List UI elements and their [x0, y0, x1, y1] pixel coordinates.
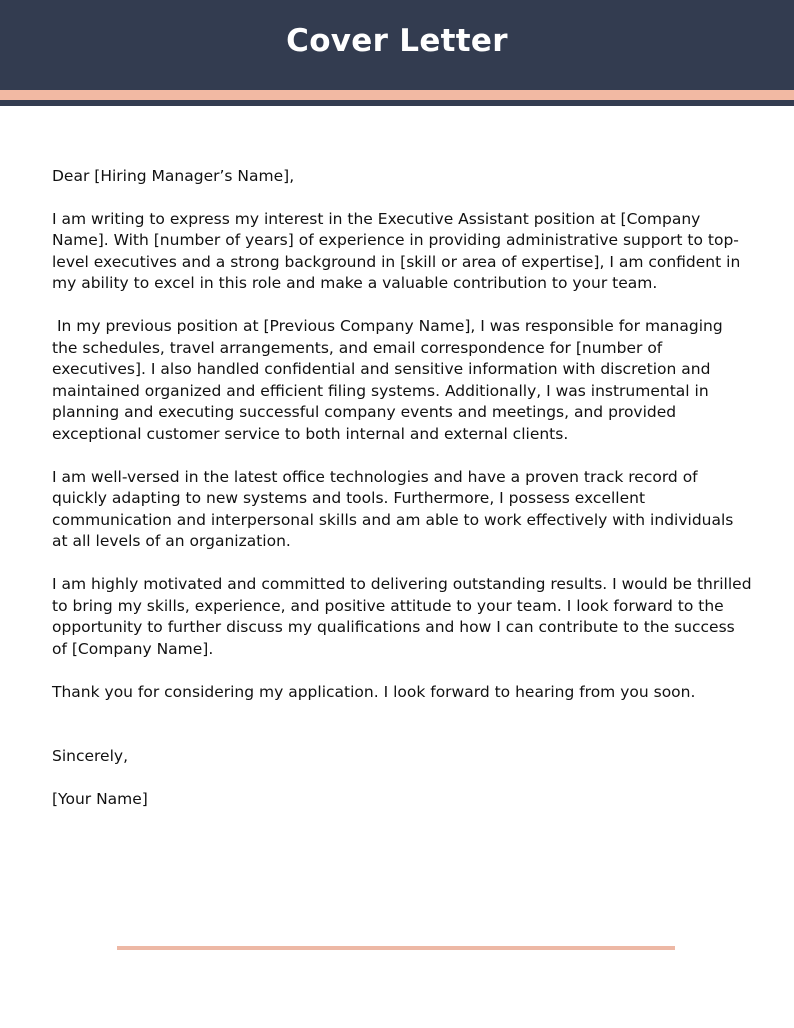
letter-body [52, 166, 757, 832]
header-accent-stripe [0, 90, 794, 100]
letter-valediction: Sincerely, [52, 747, 129, 765]
header-bottom-stripe [0, 100, 794, 106]
letter-paragraph: Thank you for considering my application. I look forward to hearing from you soon. [52, 682, 696, 701]
letter-paragraph: In my previous position at [Previous Company Name], I was responsible for managing the schedules, travel arrangements, and email correspondence for [number of executives]. I also handled confidential and sensitive information with discretion and maintained organized and efficient filing systems. Additionally, I was instrumental in planning and executing successful company events and meetings, and provided exceptional customer service to both internal and external clients. [52, 317, 728, 443]
letter-greeting: Dear [Hiring Manager’s Name], [52, 167, 295, 185]
footer-divider [117, 946, 675, 950]
page-title: Cover Letter [286, 23, 508, 59]
letter-paragraph: I am well-versed in the latest office technologies and have a proven track record of quickly adapting to new systems and tools. Furthermore, I possess excellent communication and interpersonal skills and am able to work effectively with individuals at all levels of an organization. [52, 467, 739, 550]
header-banner [0, 0, 794, 90]
letter-paragraph: I am highly motivated and committed to delivering outstanding results. I would be thrilled to bring my skills, experience, and positive attitude to your team. I look forward to the opportunity to further discuss my qualifications and how I can contribute to the success of [Company Name]. [52, 575, 757, 658]
letter-signature: [Your Name] [52, 790, 148, 808]
letter-paragraph: I am writing to express my interest in the Executive Assistant position at [Company Name]. With [number of years] of experience in providing administrative support to top-level executives and a strong background in [skill or area of expertise], I am confident in my ability to excel in this role and make a valuable contribution to your team. [52, 209, 746, 292]
